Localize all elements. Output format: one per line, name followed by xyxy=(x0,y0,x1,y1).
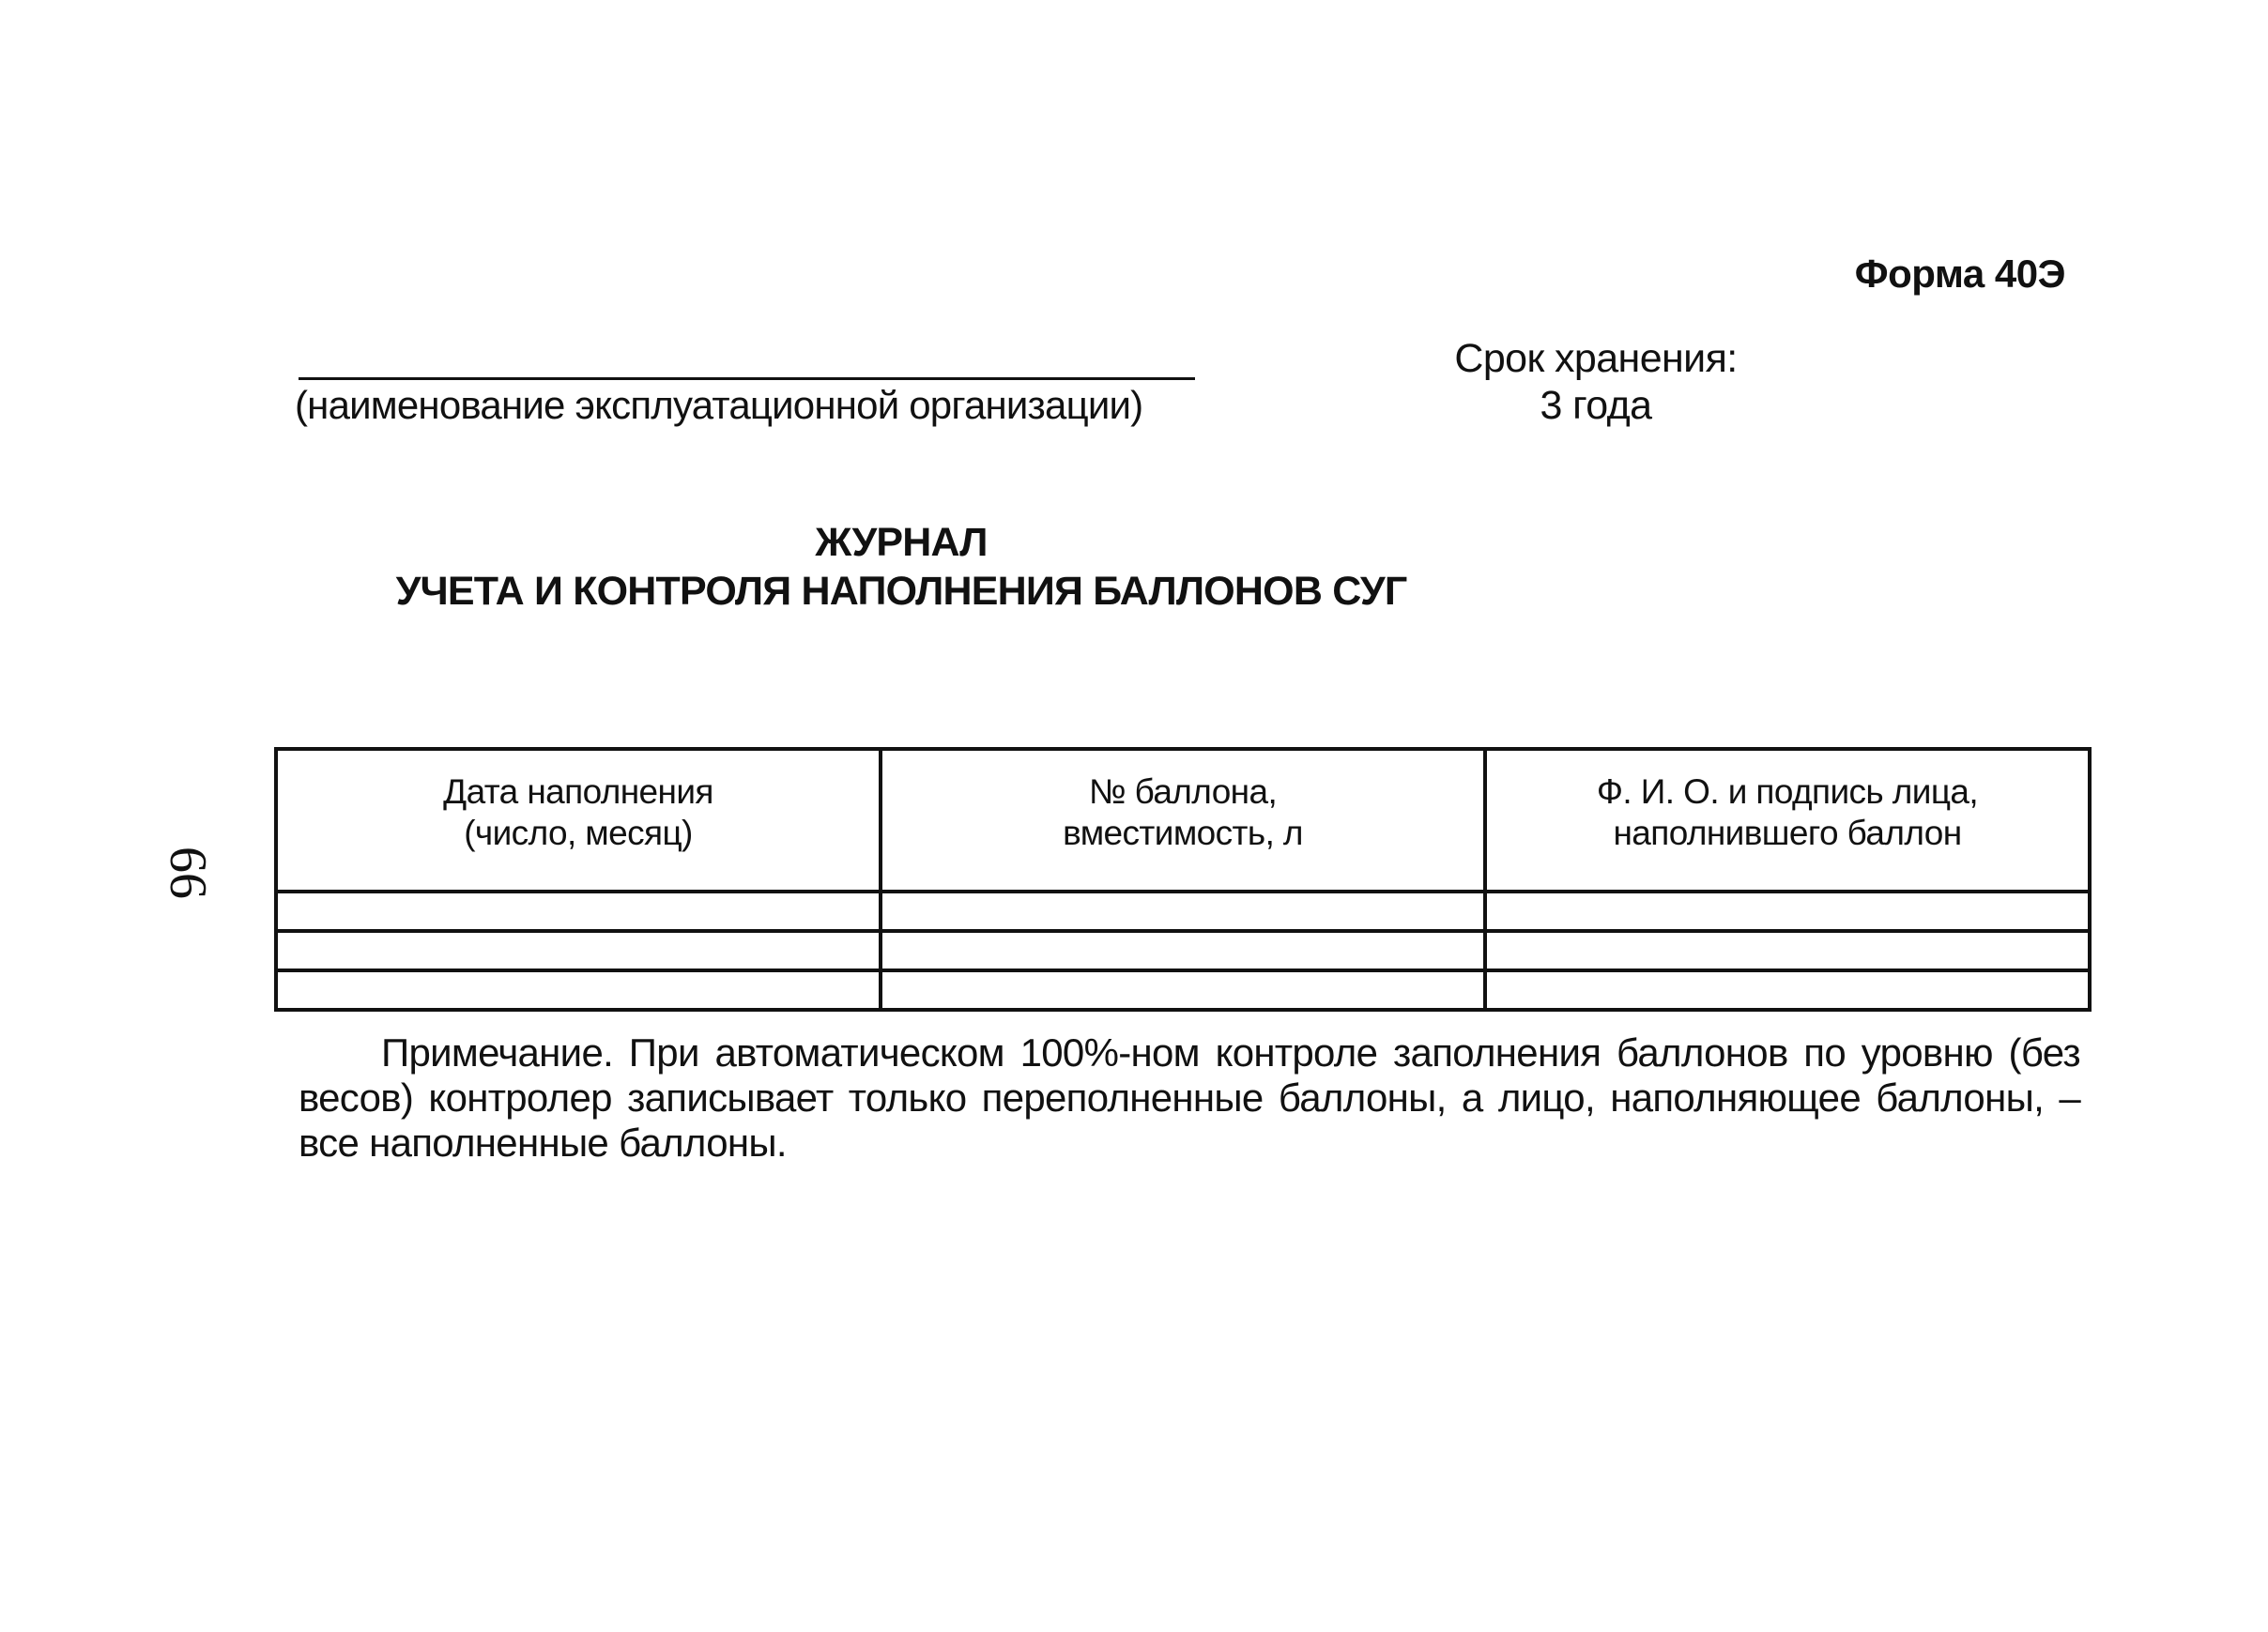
column-header-line: № баллона, xyxy=(1088,772,1278,811)
table-cell xyxy=(1485,892,2090,931)
column-header-line: Ф. И. О. и подпись лица, xyxy=(1596,772,1979,811)
retention-label: Срок хранения: xyxy=(1454,336,1738,381)
column-header-filler-signature xyxy=(1485,749,2090,892)
column-header-line: Дата наполнения xyxy=(443,772,713,811)
table-cell xyxy=(276,892,881,931)
retention-value: 3 года xyxy=(1540,383,1652,428)
organization-name-line xyxy=(299,377,1195,380)
table-cell xyxy=(1485,970,2090,1010)
note-text: Примечание. При автоматическом 100%-ном контроле заполнения баллонов по уровню (без весов) контролер записывает только переполненные баллоны, а лицо, наполняющее баллоны, – все наполненные баллоны. xyxy=(299,1030,2080,1165)
organization-caption: (наименование эксплуатационной организации) xyxy=(295,383,1143,427)
title-line-2: УЧЕТА И КОНТРОЛЯ НАПОЛНЕНИЯ БАЛЛОНОВ СУГ xyxy=(395,569,1407,614)
table-cell xyxy=(881,931,1485,970)
table-cell xyxy=(276,970,881,1010)
table-header-row xyxy=(276,749,2090,892)
page-number: 66 xyxy=(159,847,217,899)
table-row xyxy=(276,931,2090,970)
table-cell xyxy=(881,970,1485,1010)
journal-table xyxy=(274,747,2092,1012)
table-cell xyxy=(276,931,881,970)
column-header-line: (число, месяц) xyxy=(464,814,693,852)
table-row xyxy=(276,970,2090,1010)
column-header-fill-date xyxy=(276,749,881,892)
document-title xyxy=(375,518,1427,616)
column-header-cylinder-number xyxy=(881,749,1485,892)
table-row xyxy=(276,892,2090,931)
column-header-line: вместимость, л xyxy=(1063,814,1303,852)
column-header-line: наполнившего баллон xyxy=(1613,814,1962,852)
table-cell xyxy=(1485,931,2090,970)
title-line-1: ЖУРНАЛ xyxy=(815,520,988,565)
table-cell xyxy=(881,892,1485,931)
form-number: Форма 40Э xyxy=(1854,252,2065,296)
